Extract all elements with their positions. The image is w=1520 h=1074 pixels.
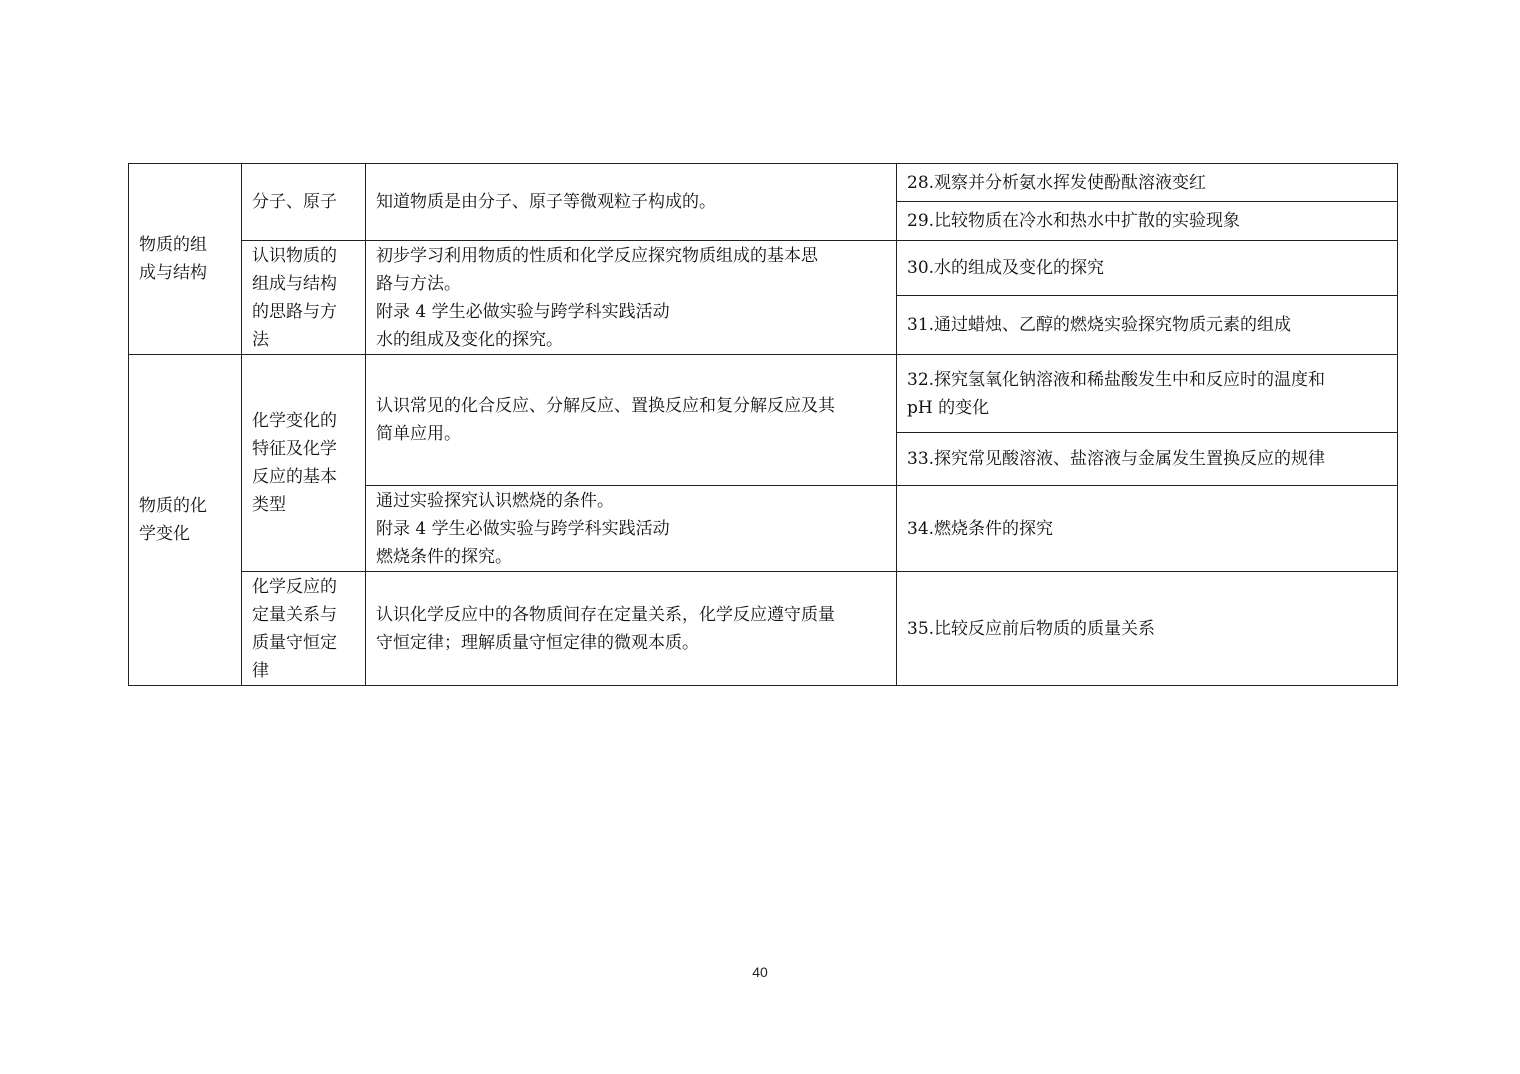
experiment-cell: 31.通过蜡烛、乙醇的燃烧实验探究物质元素的组成: [897, 296, 1398, 355]
requirement-cell: 知道物质是由分子、原子等微观粒子构成的。: [366, 164, 897, 241]
topic-cell: 化学变化的 特征及化学 反应的基本 类型: [242, 355, 366, 572]
experiment-cell: 30.水的组成及变化的探究: [897, 241, 1398, 296]
table-row: [129, 572, 1398, 686]
topic-cell: 化学反应的 定量关系与 质量守恒定 律: [242, 572, 366, 686]
curriculum-table: [128, 163, 1398, 686]
page-number: 40: [752, 964, 768, 980]
requirement-cell: 认识常见的化合反应、分解反应、置换反应和复分解反应及其 简单应用。: [366, 355, 897, 486]
category-cell: 物质的化 学变化: [129, 355, 242, 686]
topic-cell: 认识物质的 组成与结构 的思路与方 法: [242, 241, 366, 355]
category-cell: 物质的组 成与结构: [129, 164, 242, 355]
experiment-cell: 34.燃烧条件的探究: [897, 486, 1398, 572]
experiment-cell: 32.探究氢氧化钠溶液和稀盐酸发生中和反应时的温度和 pH 的变化: [897, 355, 1398, 433]
experiment-cell: 29.比较物质在冷水和热水中扩散的实验现象: [897, 202, 1398, 241]
requirement-cell: 初步学习利用物质的性质和化学反应探究物质组成的基本思 路与方法。 附录 4 学生必做实验与跨学科实践活动 水的组成及变化的探究。: [366, 241, 897, 355]
table-row: [129, 355, 1398, 433]
experiment-cell: 35.比较反应前后物质的质量关系: [897, 572, 1398, 686]
experiment-cell: 28.观察并分析氨水挥发使酚酞溶液变红: [897, 164, 1398, 202]
experiment-cell: 33.探究常见酸溶液、盐溶液与金属发生置换反应的规律: [897, 433, 1398, 486]
requirement-cell: 通过实验探究认识燃烧的条件。 附录 4 学生必做实验与跨学科实践活动 燃烧条件的探究。: [366, 486, 897, 572]
table-row: [129, 164, 1398, 202]
table-row: [129, 241, 1398, 296]
topic-cell: 分子、原子: [242, 164, 366, 241]
requirement-cell: 认识化学反应中的各物质间存在定量关系，化学反应遵守质量 守恒定律；理解质量守恒定律的微观本质。: [366, 572, 897, 686]
